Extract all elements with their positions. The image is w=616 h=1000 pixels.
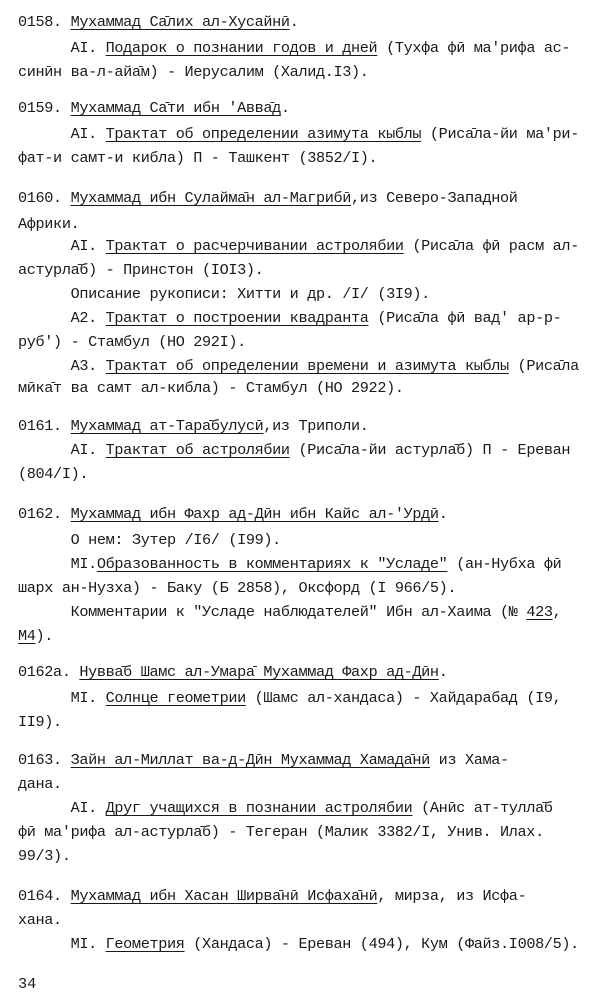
text-segment: MI. <box>18 555 97 573</box>
text-segment: (804/I). <box>18 465 89 483</box>
entry-text-line <box>0 260 616 280</box>
text-segment: руб') - Стамбул (НО 292I). <box>18 333 246 351</box>
text-segment: AI. <box>18 799 106 817</box>
entry-heading-line <box>0 12 616 32</box>
entry-text-line <box>0 356 616 376</box>
entry-text-line <box>0 554 616 574</box>
underlined-title: Трактат об определении азимута кыблы <box>105 125 422 143</box>
text-segment: (Риса̄ла фӣ расм ал- <box>403 237 579 255</box>
text-segment: Комментарии к "Усладе наблюдателей" Ибн ал-Хаима (№ <box>18 603 527 621</box>
text-segment: (Анӣс ат-тулла̄б <box>412 799 553 817</box>
text-segment: шарх ан-Нузха) - Баку (Б 2858), Оксфорд (I 966/5). <box>18 579 457 597</box>
entry-heading-line <box>0 886 616 906</box>
underlined-title: Трактат об астролябии <box>105 441 290 459</box>
text-segment: (Риса̄ла-йи астурла̄б) П - Ереван <box>289 441 571 459</box>
text-segment: . <box>280 99 290 117</box>
underlined-title: Трактат о построении квадранта <box>105 309 369 327</box>
text-segment: (Тухфа фӣ ма'рифа ас- <box>377 39 571 57</box>
text-segment: ). <box>35 627 54 645</box>
text-segment: ,из Северо-Западной <box>351 189 518 207</box>
text-segment: 0158. <box>18 13 71 31</box>
entry-text-line <box>0 214 616 234</box>
text-segment: (Шамс ал-хандаса) - Хайдарабад (I9, <box>245 689 562 707</box>
underlined-title: Мухаммад ат-Тара̄булусӣ <box>70 417 264 435</box>
text-segment: ,из Триполи. <box>263 417 369 435</box>
underlined-title: Друг учащихся в познании астролябии <box>105 799 413 817</box>
entry-text-line <box>0 578 616 598</box>
text-segment: AI. <box>18 441 106 459</box>
underlined-title: Образованность в комментариях к "Усладе" <box>96 555 448 573</box>
underlined-title: Трактат об определении времени и азимута кыблы <box>105 357 509 375</box>
text-segment: A2. <box>18 309 106 327</box>
text-segment: . <box>438 505 448 523</box>
text-segment: синӣн ва-л-айа̄м) - Иерусалим (Халид.I3). <box>18 63 369 81</box>
text-segment: 0159. <box>18 99 71 117</box>
text-segment: из Хама- <box>429 751 509 769</box>
text-segment: MI. <box>18 935 106 953</box>
underlined-title: Трактат о расчерчивании астролябии <box>105 237 404 255</box>
entry-text-line <box>0 38 616 58</box>
underlined-title: Солнце геометрии <box>105 689 246 707</box>
entry-text-line <box>0 910 616 930</box>
entry-heading-line <box>0 750 616 770</box>
text-segment: 99/3). <box>18 847 71 865</box>
entry-heading-line <box>0 662 616 682</box>
underlined-title: 423 <box>526 603 553 621</box>
entry-heading-line <box>0 98 616 118</box>
underlined-title: Мухаммад Са̄ти ибн 'Авва̄д <box>70 99 281 117</box>
text-segment: 0162а. <box>18 663 80 681</box>
text-segment: фат-и самт-и кибла) П - Ташкент (3852/I). <box>18 149 378 167</box>
text-segment: , <box>552 603 562 621</box>
text-segment: астурла̄б) - Принстон (IОI3). <box>18 261 264 279</box>
entry-text-line <box>0 62 616 82</box>
text-segment: 0160. <box>18 189 71 207</box>
underlined-title: М4 <box>18 627 36 645</box>
underlined-title: Нувва̄б Шамс ал-Умара̄ Мухаммад Фахр ад-Дӣн <box>79 663 439 681</box>
text-segment: дана. <box>18 775 62 793</box>
text-segment: хана. <box>18 911 62 929</box>
underlined-title: Мухаммад ибн Хасан Ширва̄нӣ Исфаха̄нӣ <box>70 887 378 905</box>
entry-text-line <box>0 332 616 352</box>
entry-text-line <box>0 378 616 398</box>
text-segment: II9). <box>18 713 62 731</box>
text-segment: 0161. <box>18 417 71 435</box>
entry-text-line <box>0 148 616 168</box>
underlined-title: Мухаммад ибн Сулайма̄н ал-Магрибӣ <box>70 189 352 207</box>
underlined-title: Геометрия <box>105 935 185 953</box>
entry-text-line <box>0 284 616 304</box>
text-segment: A3. <box>18 357 106 375</box>
entry-heading-line <box>0 188 616 208</box>
text-segment: (Риса̄ла-йи ма'ри- <box>421 125 579 143</box>
text-segment: (ан-Нубха фӣ <box>447 555 562 573</box>
entry-text-line <box>0 464 616 484</box>
entry-text-line <box>0 712 616 732</box>
page-number: 34 <box>18 975 37 993</box>
text-segment: , мирза, из Исфа- <box>377 887 527 905</box>
text-segment: Африки. <box>18 215 80 233</box>
entry-text-line <box>0 626 616 646</box>
entry-text-line <box>0 822 616 842</box>
entry-text-line <box>0 688 616 708</box>
text-segment: . <box>289 13 299 31</box>
entry-text-line <box>0 236 616 256</box>
text-segment: AI. <box>18 237 106 255</box>
entry-text-line <box>0 308 616 328</box>
text-segment: 0163. <box>18 751 71 769</box>
text-segment: мӣка̄т ва самт ал-кибла) - Стамбул (НО 2922). <box>18 379 404 397</box>
entry-text-line <box>0 124 616 144</box>
text-segment: AI. <box>18 39 106 57</box>
entry-text-line <box>0 602 616 622</box>
underlined-title: Зайн ал-Миллат ва-д-Дӣн Мухаммад Хамада̄нӣ <box>70 751 430 769</box>
text-segment: AI. <box>18 125 106 143</box>
entry-text-line <box>0 846 616 866</box>
text-segment: (Хандаса) - Ереван (494), Кум (Файз.I008/5). <box>184 935 579 953</box>
entry-text-line <box>0 440 616 460</box>
text-segment: (Риса̄ла <box>508 357 579 375</box>
entry-heading-line <box>0 416 616 436</box>
text-segment: 0162. <box>18 505 71 523</box>
text-segment: Описание рукописи: Хитти и др. /I/ (3I9). <box>18 285 430 303</box>
underlined-title: Мухаммад Са̄лих ал-Хусайнӣ <box>70 13 290 31</box>
text-segment: . <box>438 663 448 681</box>
entry-text-line <box>0 934 616 954</box>
entry-text-line <box>0 530 616 550</box>
entry-heading-line <box>0 504 616 524</box>
text-segment: фӣ ма'рифа ал-астурла̄б) - Тегеран (Малик 3382/I, Унив. Илах. <box>18 823 544 841</box>
entry-text-line <box>0 798 616 818</box>
text-segment: О нем: Зутер /I6/ (I99). <box>18 531 281 549</box>
entry-text-line <box>0 774 616 794</box>
text-segment: MI. <box>18 689 106 707</box>
text-segment: (Риса̄ла фӣ вад' ар-р- <box>368 309 562 327</box>
underlined-title: Мухаммад ибн Фахр ад-Дӣн ибн Кайс ал-'Урдӣ <box>70 505 439 523</box>
text-segment: 0164. <box>18 887 71 905</box>
underlined-title: Подарок о познании годов и дней <box>105 39 378 57</box>
